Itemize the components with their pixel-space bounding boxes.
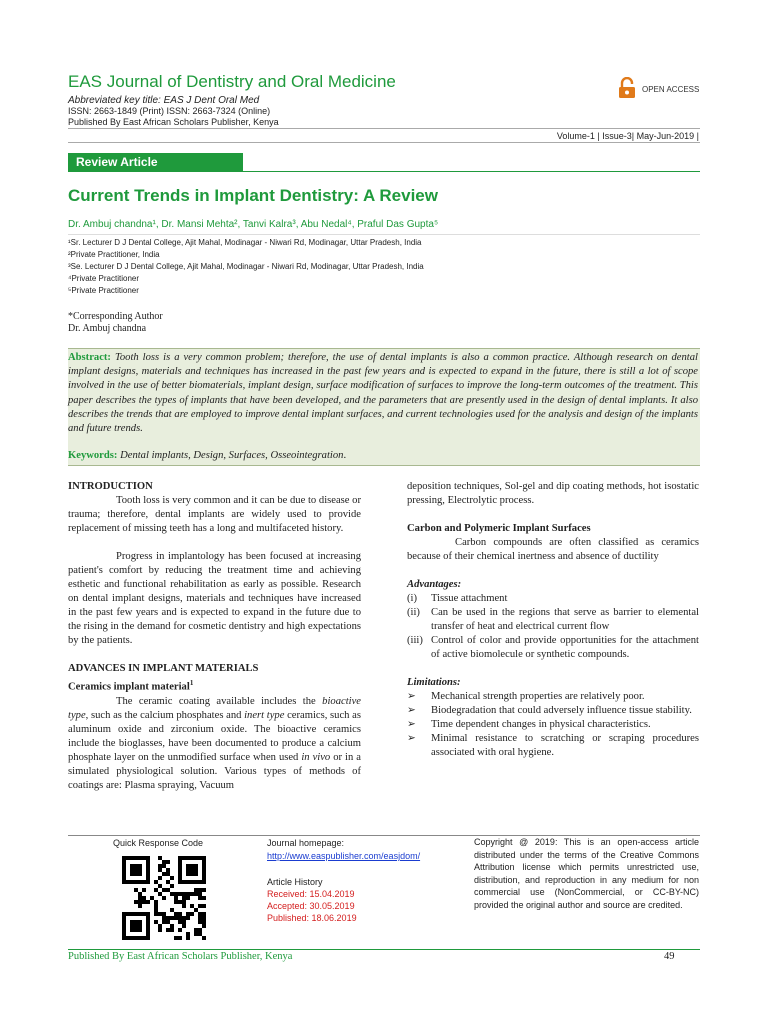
- article-type-label: Review Article: [76, 155, 158, 169]
- affiliation: ³Se. Lecturer D J Dental College, Ajit Mahal, Modinagar - Niwari Rd, Modinagar, Uttar Pradesh, India: [68, 262, 424, 271]
- list-item: ➢ Mechanical strength properties are relatively poor.: [407, 691, 645, 702]
- abstract-text: Tooth loss is a very common problem; therefore, the use of dental implants is also a common practice. Although research on dental implant designs, materials and techniques has increased in the past few years and is expected to expand in the future, there is still a lot of scope involved in the use of better biomaterials, implant design, surface modification of surfaces to improve the long-term outcomes of the treatment. This paper describes the types of implants that have been developed, and the parameters that are presently used in the design of dental implants. It also describes the trends that are employed to improve dental implant surfaces, and current technologies used for the analysis and design of the implants and future trends.: [68, 352, 698, 435]
- volume-issue: Volume-1 | Issue-3| May-Jun-2019 |: [556, 131, 699, 141]
- header-divider: [68, 142, 700, 143]
- issn: ISSN: 2663-1849 (Print) ISSN: 2663-7324 (Online): [68, 106, 271, 116]
- section-heading: ADVANCES IN IMPLANT MATERIALS: [68, 663, 259, 674]
- abstract: [68, 351, 698, 436]
- affiliation: ²Private Practitioner, India: [68, 250, 160, 259]
- page-number: 49: [664, 951, 675, 962]
- paragraph: Progress in implantology has been focused at increasing patient's comfort by reducing the treatment time and achieving esthetic and functional rehabilitation as early as possible. Research on dental implant designs, materials and techniques have increased in the past few years and is expected to expand in the future due to the rising in the demand for cosmetic dentistry and high expectations by the patients.: [68, 551, 361, 646]
- paragraph: Carbon compounds are often classified as ceramics because of their chemical inertness and absence of ductility: [407, 537, 699, 562]
- affiliation: ⁴Private Practitioner: [68, 274, 140, 283]
- accepted-date: Accepted: 30.05.2019: [267, 901, 355, 911]
- corresponding-name: Dr. Ambuj chandna: [68, 323, 147, 334]
- list-item: (i) Tissue attachment: [407, 593, 508, 604]
- journal-homepage-label: Journal homepage:: [267, 838, 345, 848]
- advantages-heading: Advantages:: [407, 579, 462, 590]
- article-type-rule: [243, 171, 700, 172]
- keywords-text: Dental implants, Design, Surfaces, Osseointegration: [120, 450, 344, 461]
- footer-divider: [68, 949, 700, 950]
- list-item: ➢ Time dependent changes in physical characteristics.: [407, 719, 651, 730]
- keywords: Keywords: Dental implants, Design, Surfaces, Osseointegration.: [68, 450, 347, 461]
- subsection-heading: Ceramics implant material$^1$: [68, 679, 194, 693]
- article-type-badge: [68, 153, 243, 172]
- header-divider: [68, 128, 700, 129]
- abbreviated-title: Abbreviated key title: EAS J Dent Oral Med: [68, 95, 260, 106]
- qr-code: [122, 856, 206, 945]
- publisher-line: Published By East African Scholars Publisher, Kenya: [68, 117, 279, 127]
- copyright-notice: Copyright @ 2019: This is an open-access article distributed under the terms of the Creative Commons Attribution license which permits unrestricted use, distribution, and reproduction in any medium for non commercial use (NonCommercial, or CC-BY-NC) provided the original author and source are credited.: [474, 837, 699, 910]
- list-item: ➢ Biodegradation that could adversely influence tissue stability.: [407, 705, 692, 716]
- paragraph: deposition techniques, Sol-gel and dip coating methods, hot isostatic pressing, Electrolytic process.: [407, 481, 699, 506]
- paragraph: Tooth loss is very common and it can be due to disease or trauma; therefore, dental implants are widely used to provide replacement of missing teeth has a long and multifaceted history.: [68, 495, 361, 534]
- article-title: Current Trends in Implant Dentistry: A Review: [68, 186, 438, 205]
- list-item: (iii) Control of color and provide opportunities for the attachment of active biomolecule or synthetic compounds.: [407, 635, 699, 660]
- abstract-label: Abstract:: [68, 352, 111, 363]
- keywords-label: Keywords:: [68, 450, 118, 461]
- list-item: ➢ Minimal resistance to scratching or scraping procedures associated with oral hygiene.: [407, 733, 699, 758]
- published-date: Published: 18.06.2019: [267, 913, 357, 923]
- footer-publisher: Published By East African Scholars Publisher, Kenya: [68, 951, 293, 962]
- affiliation: ⁵Private Practitioner: [68, 286, 139, 295]
- open-access-lock-icon: [618, 77, 636, 104]
- section-heading: INTRODUCTION: [68, 481, 153, 492]
- article-history-label: Article History: [267, 877, 323, 887]
- authors-divider: [68, 234, 700, 235]
- limitations-heading: Limitations:: [407, 677, 461, 688]
- list-item: (ii) Can be used in the regions that serve as barrier to elemental transfer of heat and electrical current flow: [407, 607, 699, 632]
- left-column: [68, 480, 361, 793]
- paragraph: The ceramic coating available includes the bioactive type, such as the calcium phosphates and inert type ceramics, such as aluminum oxide and zirconium oxide. The bioactive ceramics include the bioglasses, have been documented to produce a calcium phosphate layer on the unmodified surface when used in vivo or in a simulated physiological solution. Various types of methods of coatings are: Plasma spraying, Vacuum: [68, 695, 361, 791]
- corresponding-label: *Corresponding Author: [68, 311, 163, 322]
- open-access-label: OPEN ACCESS: [642, 85, 700, 94]
- qr-label: Quick Response Code: [113, 838, 204, 848]
- journal-title: EAS Journal of Dentistry and Oral Medicine: [68, 72, 396, 91]
- authors: Dr. Ambuj chandna¹, Dr. Mansi Mehta², Tanvi Kalra³, Abu Nedal⁴, Praful Das Gupta⁵: [68, 219, 439, 230]
- affiliation: ¹Sr. Lecturer D J Dental College, Ajit Mahal, Modinagar - Niwari Rd, Modinagar, Uttar Pradesh, India: [68, 238, 422, 247]
- right-column: [407, 480, 699, 760]
- subsection-heading: Carbon and Polymeric Implant Surfaces: [407, 523, 591, 534]
- received-date: Received: 15.04.2019: [267, 889, 355, 899]
- journal-homepage-link[interactable]: http://www.easpublisher.com/easjdom/: [267, 851, 421, 861]
